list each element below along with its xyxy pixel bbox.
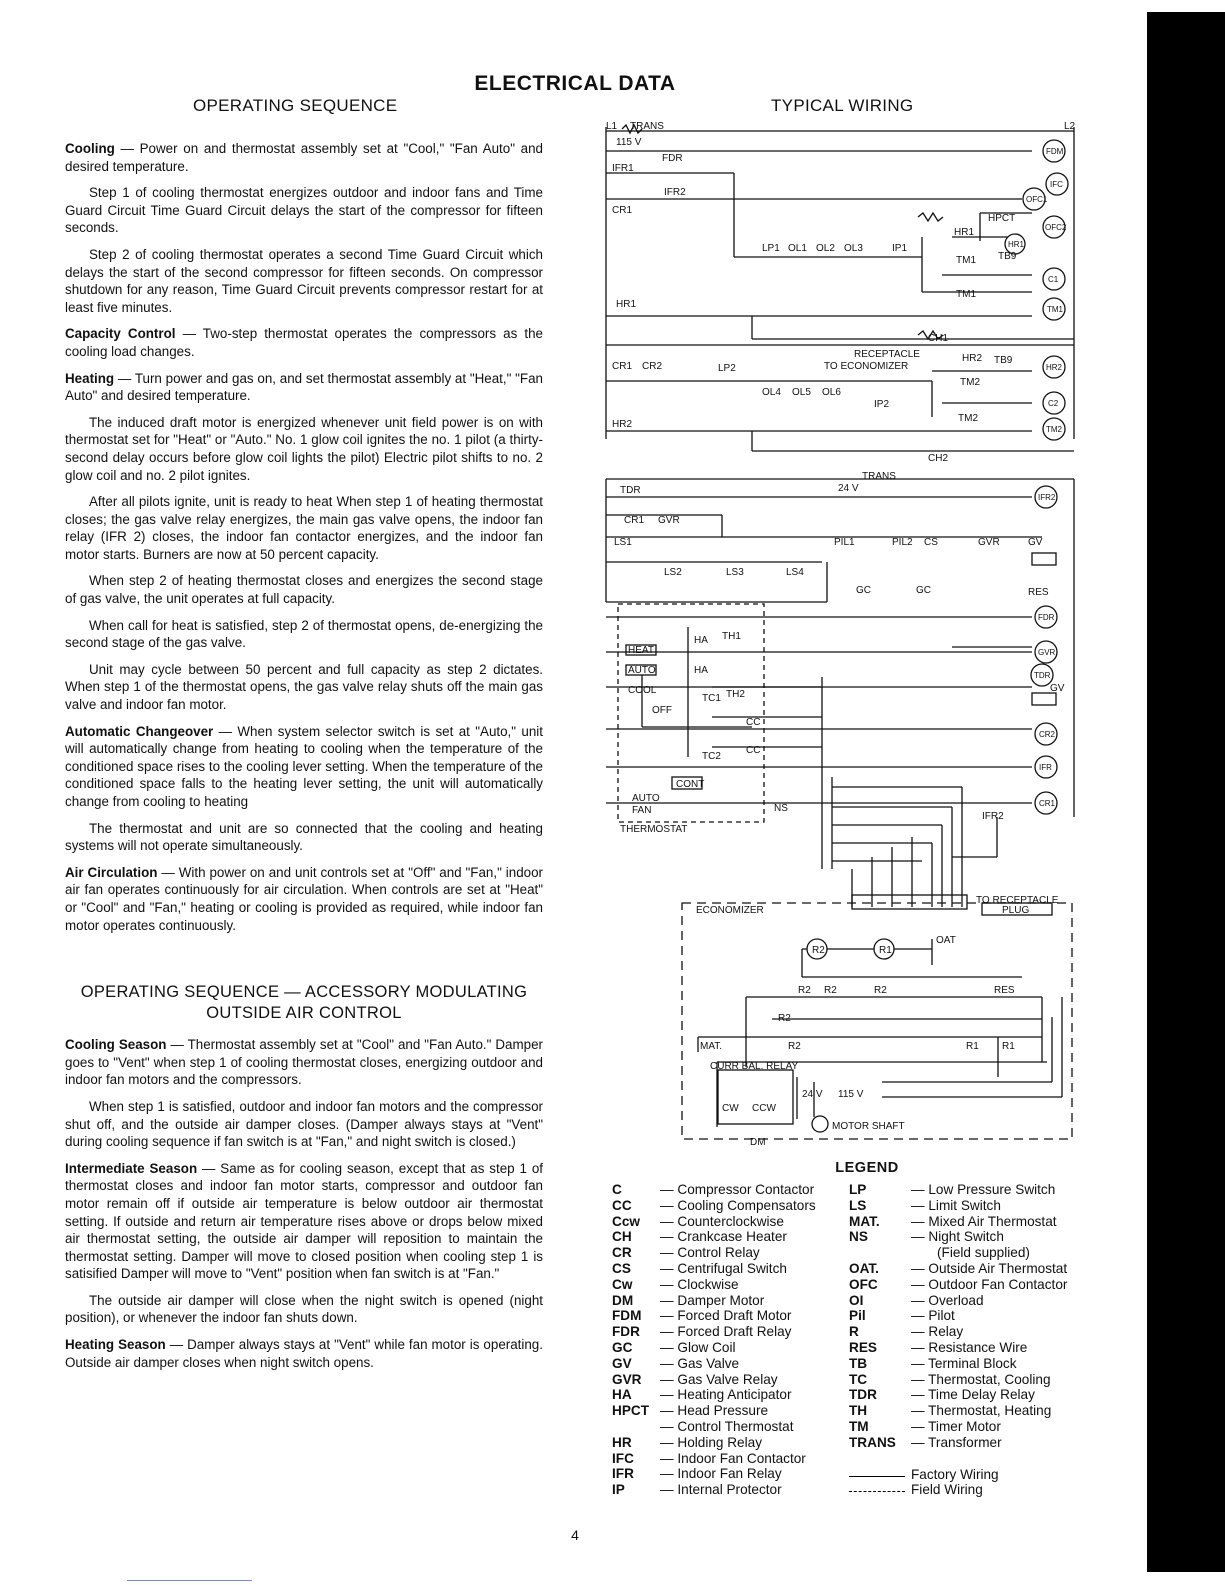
legend-factory-wiring: Factory Wiring xyxy=(849,1467,1119,1483)
svg-text:LS2: LS2 xyxy=(664,567,682,578)
wiring-diagram xyxy=(602,117,1082,1147)
sequence-paragraph xyxy=(65,1336,543,1371)
legend-desc: — Holding Relay xyxy=(660,1434,762,1450)
right-heading: TYPICAL WIRING xyxy=(771,96,914,115)
paragraph-text: — Power on and thermostat assembly set at "Cool," "Fan Auto" and desired temperature. xyxy=(65,141,543,174)
svg-text:CCW: CCW xyxy=(752,1103,776,1114)
legend-code: Cw xyxy=(612,1276,633,1292)
paragraph-lead: Intermediate Season xyxy=(65,1160,198,1176)
svg-text:PIL2: PIL2 xyxy=(892,537,913,548)
legend-row xyxy=(849,1387,1119,1403)
svg-text:OFC1: OFC1 xyxy=(1026,195,1048,204)
svg-text:OAT: OAT xyxy=(936,935,956,946)
sequence-paragraph xyxy=(65,1098,543,1151)
legend-desc: — Gas Valve xyxy=(660,1355,740,1371)
svg-text:TC1: TC1 xyxy=(702,693,721,704)
legend-code: CC xyxy=(612,1197,632,1213)
svg-text:TRANS: TRANS xyxy=(862,471,896,482)
legend-row xyxy=(849,1372,1119,1388)
svg-text:CS: CS xyxy=(924,537,938,548)
footer-rule xyxy=(127,1580,252,1581)
paragraph-text: When step 2 of heating thermostat closes and energizes the second stage of gas valve, the unit operates at full capacity. xyxy=(65,573,543,607)
legend-row xyxy=(849,1198,1119,1214)
svg-text:LP2: LP2 xyxy=(718,363,736,374)
sequence-paragraph xyxy=(65,1160,543,1283)
svg-text:COOL: COOL xyxy=(628,685,657,696)
legend-row xyxy=(612,1293,852,1309)
svg-text:CR2: CR2 xyxy=(1039,730,1056,739)
paragraph-text: The thermostat and unit are so connected that the cooling and heating systems will not operate simultaneously. xyxy=(65,820,543,854)
gv-valve-icon xyxy=(1032,553,1056,565)
legend-row xyxy=(612,1261,852,1277)
ch1-heater-icon xyxy=(918,213,943,221)
legend-desc: — Crankcase Heater xyxy=(660,1229,787,1245)
legend-desc: — Thermostat, Cooling xyxy=(911,1371,1051,1387)
legend-row xyxy=(849,1403,1119,1419)
svg-text:CR1: CR1 xyxy=(612,361,633,372)
legend-desc: — Cooling Compensators xyxy=(660,1197,816,1213)
sequence-paragraph xyxy=(65,493,543,563)
svg-text:HR1: HR1 xyxy=(954,227,975,238)
svg-text:GV: GV xyxy=(1050,683,1065,694)
svg-text:CURR BAL. RELAY: CURR BAL. RELAY xyxy=(710,1061,799,1072)
sequence-paragraph xyxy=(65,723,543,811)
page-number: 4 xyxy=(571,1527,579,1543)
svg-text:R1: R1 xyxy=(1002,1041,1015,1052)
legend-desc: — Clockwise xyxy=(660,1276,739,1292)
svg-text:R2: R2 xyxy=(798,985,811,996)
svg-text:OL6: OL6 xyxy=(822,387,841,398)
motor-shaft-icon xyxy=(812,1116,828,1132)
legend-code: GC xyxy=(612,1339,633,1355)
legend-row xyxy=(612,1229,852,1245)
legend-row xyxy=(612,1324,852,1340)
svg-text:TH2: TH2 xyxy=(726,689,745,700)
paragraph-text: Step 1 of cooling thermostat energizes outdoor and indoor fans and Time Guard Circuit Time Guard Circuit delays the start of the compressor for fifteen seconds. xyxy=(65,185,543,236)
legend-row xyxy=(612,1451,852,1467)
legend-row xyxy=(612,1214,852,1230)
dashed-line-icon xyxy=(849,1491,905,1492)
svg-text:TM2: TM2 xyxy=(960,377,980,388)
legend-desc: — Pilot xyxy=(911,1308,955,1324)
legend-row xyxy=(849,1214,1119,1230)
svg-text:R2: R2 xyxy=(812,945,825,956)
svg-text:AUTO: AUTO xyxy=(628,665,656,676)
svg-text:115 V: 115 V xyxy=(838,1089,864,1100)
legend xyxy=(612,1160,1112,1498)
legend-row xyxy=(849,1356,1119,1372)
legend-code: RES xyxy=(849,1339,877,1355)
svg-text:IP2: IP2 xyxy=(874,399,890,410)
svg-text:TM1: TM1 xyxy=(1047,305,1063,314)
legend-desc: — Low Pressure Switch xyxy=(911,1182,1056,1197)
svg-text:C2: C2 xyxy=(1048,399,1059,408)
legend-code: NS xyxy=(849,1229,868,1245)
svg-text:IFC: IFC xyxy=(1050,180,1063,189)
svg-text:L1: L1 xyxy=(606,121,618,132)
svg-text:FDR: FDR xyxy=(1038,613,1055,622)
svg-text:IFR2: IFR2 xyxy=(1038,493,1056,502)
legend-code: IP xyxy=(612,1482,625,1498)
svg-text:TDR: TDR xyxy=(620,485,641,496)
legend-code: R xyxy=(849,1324,859,1340)
legend-desc: — Relay xyxy=(911,1324,964,1340)
svg-text:CR1: CR1 xyxy=(612,205,633,216)
paragraph-text: — Turn power and gas on, and set thermostat assembly at "Heat," "Fan Auto" and desired temperature. xyxy=(65,370,543,404)
svg-text:CONT: CONT xyxy=(676,779,705,790)
svg-text:R1: R1 xyxy=(879,945,892,956)
legend-row xyxy=(849,1277,1119,1293)
svg-text:HA: HA xyxy=(694,635,708,646)
svg-text:FAN: FAN xyxy=(632,805,652,816)
svg-text:TM1: TM1 xyxy=(956,289,976,300)
legend-desc: — Thermostat, Heating xyxy=(911,1403,1052,1419)
legend-title: LEGEND xyxy=(835,1160,899,1176)
legend-desc: — Compressor Contactor xyxy=(660,1182,815,1197)
legend-desc: — Glow Coil xyxy=(660,1339,736,1355)
svg-text:IFR: IFR xyxy=(1039,763,1052,772)
legend-code: CH xyxy=(612,1229,632,1245)
legend-desc: — Time Delay Relay xyxy=(911,1387,1035,1403)
legend-row xyxy=(612,1356,852,1372)
legend-row xyxy=(849,1308,1119,1324)
svg-text:LP1: LP1 xyxy=(762,243,780,254)
legend-desc: — Resistance Wire xyxy=(911,1339,1028,1355)
svg-text:L2: L2 xyxy=(1064,121,1076,132)
svg-text:R2: R2 xyxy=(778,1013,791,1024)
svg-text:FDM: FDM xyxy=(1046,147,1064,156)
legend-row xyxy=(849,1293,1119,1309)
legend-code: CS xyxy=(612,1260,631,1276)
svg-text:THERMOSTAT: THERMOSTAT xyxy=(620,824,688,835)
legend-code: HR xyxy=(612,1434,632,1450)
legend-code: FDR xyxy=(612,1324,640,1340)
legend-row xyxy=(849,1435,1119,1451)
page-title: ELECTRICAL DATA xyxy=(474,72,676,95)
svg-text:HR2: HR2 xyxy=(1046,363,1063,372)
legend-desc: — Centrifugal Switch xyxy=(660,1260,787,1276)
svg-text:TC2: TC2 xyxy=(702,751,721,762)
legend-row xyxy=(612,1277,852,1293)
sequence-paragraph xyxy=(65,1036,543,1089)
legend-desc: — Control Thermostat xyxy=(660,1418,794,1434)
legend-code: Ccw xyxy=(612,1213,640,1229)
legend-code: TC xyxy=(849,1371,868,1387)
scan-edge-bar xyxy=(1147,12,1225,1572)
svg-text:IFR2: IFR2 xyxy=(982,811,1004,822)
legend-code: MAT. xyxy=(849,1213,880,1229)
svg-text:OL4: OL4 xyxy=(762,387,781,398)
legend-row xyxy=(849,1229,1119,1245)
svg-text:CW: CW xyxy=(722,1103,739,1114)
svg-text:GV: GV xyxy=(1028,537,1043,548)
svg-text:OL2: OL2 xyxy=(816,243,835,254)
legend-row xyxy=(612,1245,852,1261)
svg-text:HPCT: HPCT xyxy=(988,213,1016,224)
svg-text:TH1: TH1 xyxy=(722,631,741,642)
paragraph-text: Step 2 of cooling thermostat operates a second Time Guard Circuit which delays the start of the second compressor for fifteen seconds. On compressor shutdown for any reason, Time Guard Circuit prevents compressor restart for at least five minutes. xyxy=(65,246,543,315)
legend-row xyxy=(612,1340,852,1356)
legend-code: TRANS xyxy=(849,1434,896,1450)
legend-code: Pil xyxy=(849,1308,866,1324)
svg-text:TO RECEPTACLE: TO RECEPTACLE xyxy=(976,895,1059,906)
legend-desc: — Indoor Fan Contactor xyxy=(660,1450,806,1466)
svg-text:CC: CC xyxy=(746,717,761,728)
legend-desc: — Indoor Fan Relay xyxy=(660,1466,782,1482)
svg-text:GVR: GVR xyxy=(1038,648,1056,657)
svg-text:HR1: HR1 xyxy=(616,299,637,310)
legend-desc: — Gas Valve Relay xyxy=(660,1371,778,1387)
legend-code: C xyxy=(612,1182,622,1197)
legend-desc: — Internal Protector xyxy=(660,1482,782,1498)
svg-text:TO ECONOMIZER: TO ECONOMIZER xyxy=(824,361,909,372)
sequence-paragraph xyxy=(65,184,543,237)
svg-text:MOTOR SHAFT: MOTOR SHAFT xyxy=(832,1121,905,1132)
legend-row xyxy=(849,1419,1119,1435)
sequence-paragraph xyxy=(65,414,543,484)
svg-text:TM2: TM2 xyxy=(958,413,978,424)
legend-right-list xyxy=(849,1182,1119,1498)
legend-code: DM xyxy=(612,1292,634,1308)
svg-text:R2: R2 xyxy=(824,985,837,996)
paragraph-lead: Automatic Changeover xyxy=(65,723,214,739)
svg-text:OL1: OL1 xyxy=(788,243,807,254)
legend-row xyxy=(849,1245,1119,1261)
paragraph-text: — Two-step thermostat operates the compressors as the cooling load changes. xyxy=(65,326,543,359)
legend-code: HPCT xyxy=(612,1403,650,1419)
svg-text:GVR: GVR xyxy=(658,515,680,526)
svg-text:TM2: TM2 xyxy=(1046,425,1062,434)
solid-line-icon xyxy=(849,1476,905,1477)
sequence-paragraph xyxy=(65,246,543,316)
svg-text:LS3: LS3 xyxy=(726,567,744,578)
svg-text:24 V: 24 V xyxy=(802,1089,823,1100)
svg-text:IP1: IP1 xyxy=(892,243,908,254)
svg-text:PIL1: PIL1 xyxy=(834,537,855,548)
paragraph-text: — Thermostat assembly set at "Cool" and "Fan Auto." Damper goes to "Vent" when step 1 of cooling thermostat closes, energizing outdoor and indoor fan motors and the compressors. xyxy=(65,1037,544,1088)
sequence-paragraph xyxy=(65,661,543,714)
svg-text:PLUG: PLUG xyxy=(1002,905,1030,916)
legend-code: LS xyxy=(849,1197,867,1213)
legend-desc: — Control Relay xyxy=(660,1245,760,1261)
paragraph-text: — When system selector switch is set at "Auto," unit will automatically change from heating to cooling when the temperature of the conditioned space rises to the cooling lever setting. When the temperature of the conditioned space falls to the heating lever setting, the unit will automatically change from cooling to heating xyxy=(65,723,544,809)
svg-text:ECONOMIZER: ECONOMIZER xyxy=(696,905,764,916)
legend-desc: — Mixed Air Thermostat xyxy=(911,1213,1057,1229)
svg-text:TB9: TB9 xyxy=(994,355,1013,366)
paragraph-text: — Damper always stays at "Vent" while fan motor is operating. Outside air damper closes when night switch opens. xyxy=(65,1337,543,1370)
sequence-paragraph xyxy=(65,864,543,934)
legend-code: LP xyxy=(849,1182,867,1197)
svg-text:HR2: HR2 xyxy=(612,419,633,430)
svg-text:OFC2: OFC2 xyxy=(1045,223,1067,232)
legend-code: OFC xyxy=(849,1276,878,1292)
svg-text:OFF: OFF xyxy=(652,705,672,716)
svg-text:HR1: HR1 xyxy=(1008,240,1025,249)
legend-desc: — Heating Anticipator xyxy=(660,1387,792,1403)
svg-text:NS: NS xyxy=(774,803,788,814)
svg-text:CR1: CR1 xyxy=(1039,799,1056,808)
svg-text:HA: HA xyxy=(694,665,708,676)
legend-code: TDR xyxy=(849,1387,877,1403)
svg-text:CH2: CH2 xyxy=(928,453,949,464)
svg-text:LS4: LS4 xyxy=(786,567,804,578)
legend-left-list xyxy=(612,1182,852,1498)
svg-text:RES: RES xyxy=(994,985,1015,996)
legend-desc: — Limit Switch xyxy=(911,1197,1001,1213)
legend-row xyxy=(612,1308,852,1324)
svg-text:R1: R1 xyxy=(966,1041,979,1052)
svg-text:TRANS: TRANS xyxy=(630,121,664,132)
legend-code: IFR xyxy=(612,1466,634,1482)
svg-text:LS1: LS1 xyxy=(614,537,632,548)
legend-desc: (Field supplied) xyxy=(937,1245,1030,1261)
paragraph-lead: Heating xyxy=(65,370,115,386)
paragraph-lead: Cooling xyxy=(65,141,115,156)
legend-desc: — Terminal Block xyxy=(911,1355,1017,1371)
svg-text:IFR1: IFR1 xyxy=(612,163,634,174)
legend-row xyxy=(849,1182,1119,1198)
svg-text:115 V: 115 V xyxy=(616,137,642,148)
svg-text:OL3: OL3 xyxy=(844,243,863,254)
legend-desc: — Transformer xyxy=(911,1434,1002,1450)
paragraph-lead: Heating Season xyxy=(65,1337,166,1353)
svg-text:CH1: CH1 xyxy=(928,333,949,344)
svg-text:CC: CC xyxy=(746,745,761,756)
legend-row xyxy=(612,1466,852,1482)
legend-code: GVR xyxy=(612,1371,642,1387)
legend-code: TH xyxy=(849,1403,868,1419)
sequence-paragraph xyxy=(65,325,543,360)
sequence-paragraph xyxy=(65,572,543,607)
legend-row xyxy=(612,1482,852,1498)
legend-code: HA xyxy=(612,1387,632,1403)
sequence-paragraph xyxy=(65,820,543,855)
legend-code: TB xyxy=(849,1355,868,1371)
paragraph-text: — Same as for cooling season, except that as step 1 of thermostat closes and indoor fan motor starts, compressor and outdoor fan motor remain off if outside air temperature is below outdoor air thermostat setting. If outside and return air temperature rises above or drops below mixed air thermostat setting, the outside air damper will reposition to maintain the thermostat setting. Damper will move to closed position when cooling step 1 is satisified Damper will move to "Vent" position when fan switch is at "Fan." xyxy=(65,1160,543,1282)
left-heading: OPERATING SEQUENCE xyxy=(193,96,398,115)
svg-text:GC: GC xyxy=(916,585,931,596)
paragraph-text: Unit may cycle between 50 percent and full capacity as step 2 dictates. When step 1 of the thermostat opens, the gas valve relay shuts off the main gas valve and indoor fan motor. xyxy=(65,661,543,713)
legend-desc: — Timer Motor xyxy=(911,1418,1001,1434)
svg-text:R2: R2 xyxy=(788,1041,801,1052)
svg-text:TM1: TM1 xyxy=(956,255,976,266)
legend-code: TM xyxy=(849,1418,869,1434)
legend-desc: — Outside Air Thermostat xyxy=(911,1260,1068,1276)
svg-text:RES: RES xyxy=(1028,587,1049,598)
legend-row xyxy=(612,1435,852,1451)
svg-text:TDR: TDR xyxy=(1034,671,1051,680)
legend-row xyxy=(612,1403,852,1419)
svg-text:HEAT: HEAT xyxy=(628,645,654,656)
gv2-valve-icon xyxy=(1032,693,1056,705)
svg-text:OL5: OL5 xyxy=(792,387,811,398)
legend-row xyxy=(849,1324,1119,1340)
svg-text:FDR: FDR xyxy=(662,153,683,164)
legend-row xyxy=(849,1340,1119,1356)
legend-desc: — Overload xyxy=(911,1292,984,1308)
svg-text:HR2: HR2 xyxy=(962,353,983,364)
paragraph-lead: Air Circulation xyxy=(65,864,158,880)
legend-desc: — Damper Motor xyxy=(660,1292,765,1308)
paragraph-text: After all pilots ignite, unit is ready to heat When step 1 of heating thermostat closes; the gas valve relay energizes, the main gas valve opens, the indoor fan relay (IFR 2) closes, the indoor fan contactor energizes, and the indoor fan motor starts. Burners are now at 50 percent capacity. xyxy=(65,494,543,562)
sequence-paragraph xyxy=(65,370,543,405)
paragraph-lead: Cooling Season xyxy=(65,1037,167,1053)
paragraph-lead: Capacity Control xyxy=(65,326,176,342)
legend-code: OAT. xyxy=(849,1260,879,1276)
legend-desc: — Forced Draft Motor xyxy=(660,1308,792,1324)
paragraph-text: When call for heat is satisfied, step 2 of thermostat opens, de-energizing the second stage of the gas valve. xyxy=(65,617,543,651)
paragraph-text: The induced draft motor is energized whenever unit field power is on with thermostat set for "Heat" or "Auto." No. 1 glow coil ignites the no. 1 pilot (a thirty-second delay occurs before glow coil lights the pilot) Electric pilot shifts to no. 2 glow coil and no. 2 pilot ignites. xyxy=(65,414,543,483)
legend-field-wiring: Field Wiring xyxy=(849,1482,1119,1498)
svg-text:AUTO: AUTO xyxy=(632,793,660,804)
svg-text:MAT.: MAT. xyxy=(700,1041,723,1052)
svg-text:24 V: 24 V xyxy=(838,483,859,494)
legend-desc: — Counterclockwise xyxy=(660,1213,784,1229)
legend-desc: — Outdoor Fan Contactor xyxy=(911,1276,1068,1292)
legend-row xyxy=(612,1198,852,1214)
svg-text:R2: R2 xyxy=(874,985,887,996)
sequence-paragraph xyxy=(65,140,543,175)
svg-text:C1: C1 xyxy=(1048,275,1059,284)
legend-row xyxy=(612,1419,852,1435)
svg-text:GVR: GVR xyxy=(978,537,1000,548)
legend-code: CR xyxy=(612,1245,632,1261)
accessory-heading: OPERATING SEQUENCE — ACCESSORY MODULATING OUTSIDE AIR CONTROL xyxy=(80,983,528,1023)
svg-text:DM: DM xyxy=(750,1137,766,1147)
svg-text:CR2: CR2 xyxy=(642,361,663,372)
paragraph-text: The outside air damper will close when the night switch is opened (night position), or whenever the indoor fan shuts down. xyxy=(65,1292,543,1326)
legend-desc: — Forced Draft Relay xyxy=(660,1324,792,1340)
svg-text:GC: GC xyxy=(856,585,871,596)
sequence-paragraph xyxy=(65,1292,543,1327)
svg-text:RECEPTACLE: RECEPTACLE xyxy=(854,349,920,360)
legend-code: FDM xyxy=(612,1308,642,1324)
svg-text:IFR2: IFR2 xyxy=(664,187,686,198)
paragraph-text: — With power on and unit controls set at "Off" and "Fan," indoor air fan operates continuously for air circulation. When controls are set at "Heat" or "Cool" and "Fan," heating or cooling is provided as required, while indoor fan motor operates continuously. xyxy=(65,864,543,933)
sequence-paragraph xyxy=(65,617,543,652)
legend-row xyxy=(612,1182,852,1198)
legend-code: GV xyxy=(612,1355,632,1371)
legend-row xyxy=(612,1387,852,1403)
legend-code: IFC xyxy=(612,1450,634,1466)
legend-desc: — Night Switch xyxy=(911,1229,1004,1245)
svg-text:CR1: CR1 xyxy=(624,515,645,526)
legend-row xyxy=(612,1372,852,1388)
paragraph-text: When step 1 is satisfied, outdoor and indoor fan motors and the compressor shut off, and the outside air damper closes. (Damper always stays at "Vent" during cooling sequence if fan switch is at "Fan," and night switch is closed.) xyxy=(65,1098,543,1150)
legend-desc: — Head Pressure xyxy=(660,1403,769,1419)
legend-row xyxy=(849,1261,1119,1277)
legend-code: OI xyxy=(849,1292,864,1308)
operating-sequence-text xyxy=(65,140,543,1380)
svg-text:TB9: TB9 xyxy=(998,251,1017,262)
